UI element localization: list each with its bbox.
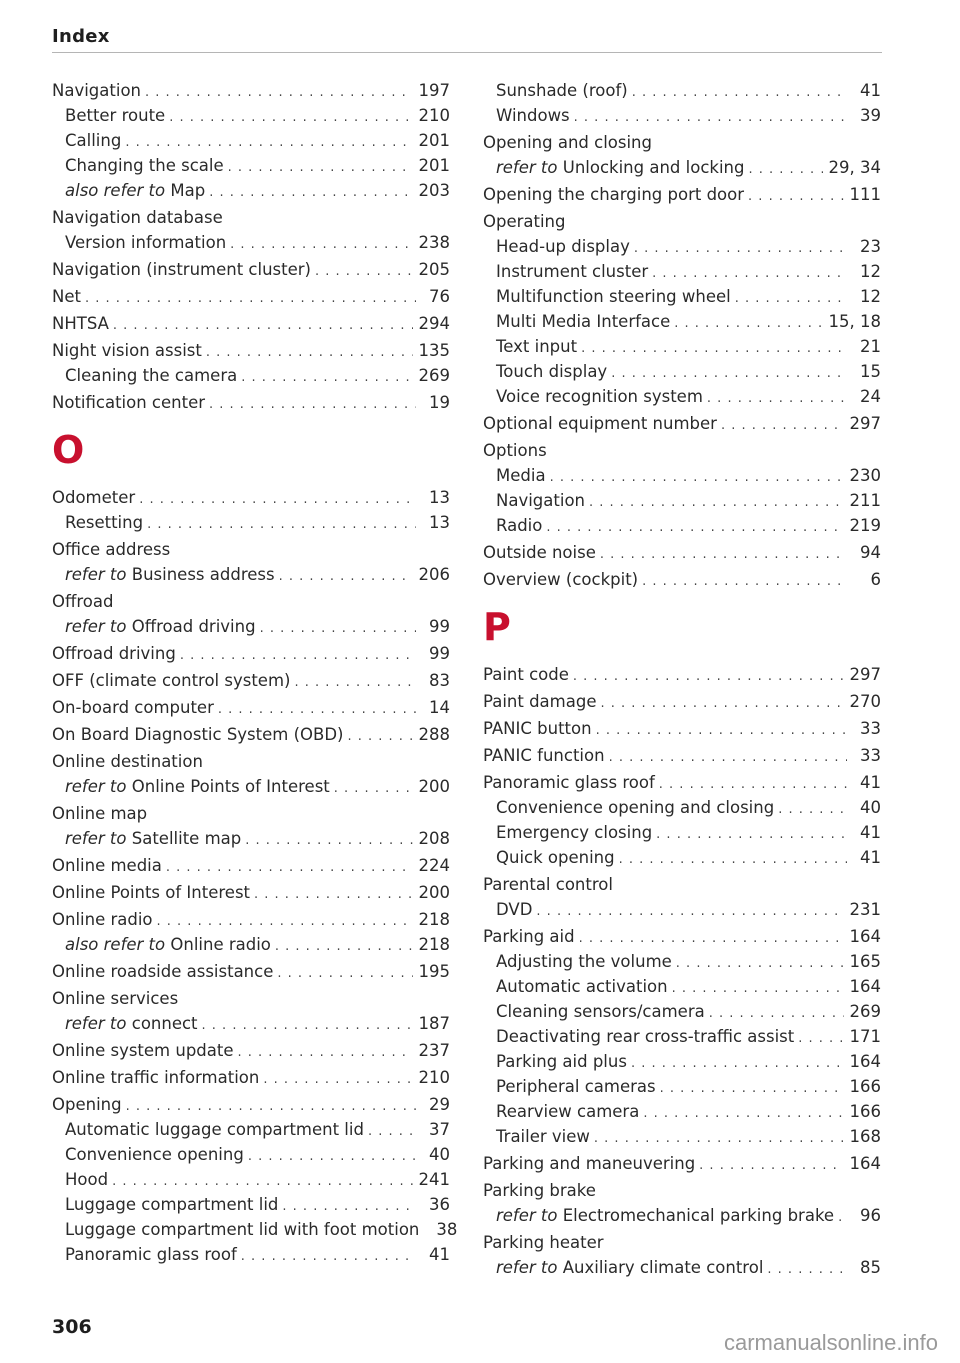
index-subentry: Better route . . . 210 xyxy=(52,103,450,128)
index-entry: Online system update . . . 237 xyxy=(52,1038,450,1063)
index-entry: Opening and closing xyxy=(483,133,652,152)
index-entry: Navigation (instrument cluster) . . . 205 xyxy=(52,257,450,282)
index-subentry: Emergency closing . . . 41 xyxy=(483,820,881,845)
index-entry: PANIC function . . . 33 xyxy=(483,743,881,768)
index-subentry: Cleaning the camera . . . 269 xyxy=(52,363,450,388)
index-subentry: Trailer view . . . 168 xyxy=(483,1124,881,1149)
index-entry: Online media . . . 224 xyxy=(52,853,450,878)
index-subentry: Media . . . 230 xyxy=(483,463,881,488)
index-entry: Night vision assist . . . 135 xyxy=(52,338,450,363)
index-subentry: Convenience opening and closing . . . 40 xyxy=(483,795,881,820)
index-entry: Paint code . . . 297 xyxy=(483,662,881,687)
index-subentry: Navigation . . . 211 xyxy=(483,488,881,513)
index-entry: Online destination xyxy=(52,752,203,771)
index-subentry: Text input . . . 21 xyxy=(483,334,881,359)
index-entry: Operating xyxy=(483,212,566,231)
index-entry: Online services xyxy=(52,989,179,1008)
index-crossref: refer to Auxiliary climate control . . . 85 xyxy=(483,1255,881,1280)
watermark-text: carmanualsonline.info xyxy=(723,1330,938,1355)
index-crossref: refer to Online Points of Interest . . . 200 xyxy=(52,774,450,799)
index-subentry: Luggage compartment lid with foot motion 38 xyxy=(65,1220,458,1239)
index-entry: Navigation . . . 197 xyxy=(52,78,450,103)
index-entry: Office address xyxy=(52,540,171,559)
index-crossref: also refer to Online radio . . . 218 xyxy=(52,932,450,957)
index-subentry: Luggage compartment lid . . . 36 xyxy=(52,1192,450,1217)
section-letter-o: O xyxy=(52,428,85,472)
index-subentry: Radio . . . 219 xyxy=(483,513,881,538)
index-entry: Odometer . . . 13 xyxy=(52,485,450,510)
index-subentry: Panoramic glass roof . . . 41 xyxy=(52,1242,450,1267)
index-subentry: Calling . . . 201 xyxy=(52,128,450,153)
index-entry: Parking heater xyxy=(483,1233,604,1252)
index-subentry: DVD . . . 231 xyxy=(483,897,881,922)
index-subentry: Deactivating rear cross-traffic assist . . . 171 xyxy=(483,1024,881,1049)
index-entry: Navigation database xyxy=(52,208,223,227)
index-crossref: refer to Electromechanical parking brake . . . 96 xyxy=(483,1203,881,1228)
index-crossref: refer to Unlocking and locking . . . 29, 34 xyxy=(483,155,881,180)
index-subentry: Automatic luggage compartment lid . . . 37 xyxy=(52,1117,450,1142)
index-crossref: refer to Business address . . . 206 xyxy=(52,562,450,587)
index-entry: Opening the charging port door . . . 111 xyxy=(483,182,881,207)
index-entry: Online roadside assistance . . . 195 xyxy=(52,959,450,984)
index-entry: Parental control xyxy=(483,875,613,894)
index-subentry: Rearview camera . . . 166 xyxy=(483,1099,881,1124)
index-subentry: Windows . . . 39 xyxy=(483,103,881,128)
index-entry: Offroad driving . . . 99 xyxy=(52,641,450,666)
index-subentry: Hood . . . 241 xyxy=(52,1167,450,1192)
index-entry: Notification center . . . 19 xyxy=(52,390,450,415)
index-subentry: Automatic activation . . . 164 xyxy=(483,974,881,999)
index-entry: Parking and maneuvering . . . 164 xyxy=(483,1151,881,1176)
index-entry: Overview (cockpit) . . . 6 xyxy=(483,567,881,592)
page-number: 306 xyxy=(52,1316,92,1338)
index-entry: Online traffic information . . . 210 xyxy=(52,1065,450,1090)
index-entry: On Board Diagnostic System (OBD) . . . 288 xyxy=(52,722,450,747)
index-subentry: Quick opening . . . 41 xyxy=(483,845,881,870)
header-divider xyxy=(52,52,882,53)
index-crossref: also refer to Map . . . 203 xyxy=(52,178,450,203)
index-entry: Opening . . . 29 xyxy=(52,1092,450,1117)
index-entry: Panoramic glass roof . . . 41 xyxy=(483,770,881,795)
index-crossref: refer to connect . . . 187 xyxy=(52,1011,450,1036)
index-entry: On-board computer . . . 14 xyxy=(52,695,450,720)
index-subentry: Voice recognition system . . . 24 xyxy=(483,384,881,409)
index-subentry: Sunshade (roof) . . . 41 xyxy=(483,78,881,103)
index-entry: Online map xyxy=(52,804,148,823)
index-crossref: refer to Offroad driving . . . 99 xyxy=(52,614,450,639)
index-column-right xyxy=(483,76,881,1280)
index-entry: Online radio . . . 218 xyxy=(52,907,450,932)
index-entry: Online Points of Interest . . . 200 xyxy=(52,880,450,905)
index-entry: Options xyxy=(483,441,547,460)
index-subentry: Peripheral cameras . . . 166 xyxy=(483,1074,881,1099)
index-entry: Parking aid . . . 164 xyxy=(483,924,881,949)
index-subentry: Instrument cluster . . . 12 xyxy=(483,259,881,284)
index-subentry: Head-up display . . . 23 xyxy=(483,234,881,259)
index-subentry: Parking aid plus . . . 164 xyxy=(483,1049,881,1074)
index-subentry: Adjusting the volume . . . 165 xyxy=(483,949,881,974)
index-subentry: Convenience opening . . . 40 xyxy=(52,1142,450,1167)
index-subentry: Multi Media Interface . . . 15, 18 xyxy=(483,309,881,334)
index-entry: OFF (climate control system) . . . 83 xyxy=(52,668,450,693)
index-subentry: Multifunction steering wheel . . . 12 xyxy=(483,284,881,309)
index-entry: Optional equipment number . . . 297 xyxy=(483,411,881,436)
index-subentry: Version information . . . 238 xyxy=(52,230,450,255)
index-entry: PANIC button . . . 33 xyxy=(483,716,881,741)
index-column-left xyxy=(52,76,458,1267)
index-subentry: Changing the scale . . . 201 xyxy=(52,153,450,178)
index-entry: Parking brake xyxy=(483,1181,596,1200)
index-subentry: Touch display . . . 15 xyxy=(483,359,881,384)
index-subentry: Cleaning sensors/camera . . . 269 xyxy=(483,999,881,1024)
index-crossref: refer to Satellite map . . . 208 xyxy=(52,826,450,851)
section-letter-p: P xyxy=(483,605,511,649)
page-header-title: Index xyxy=(52,26,110,47)
index-entry: Net . . . 76 xyxy=(52,284,450,309)
index-entry: Offroad xyxy=(52,592,114,611)
index-entry: NHTSA . . . 294 xyxy=(52,311,450,336)
index-entry: Outside noise . . . 94 xyxy=(483,540,881,565)
index-entry: Paint damage . . . 270 xyxy=(483,689,881,714)
index-subentry: Resetting . . . 13 xyxy=(52,510,450,535)
